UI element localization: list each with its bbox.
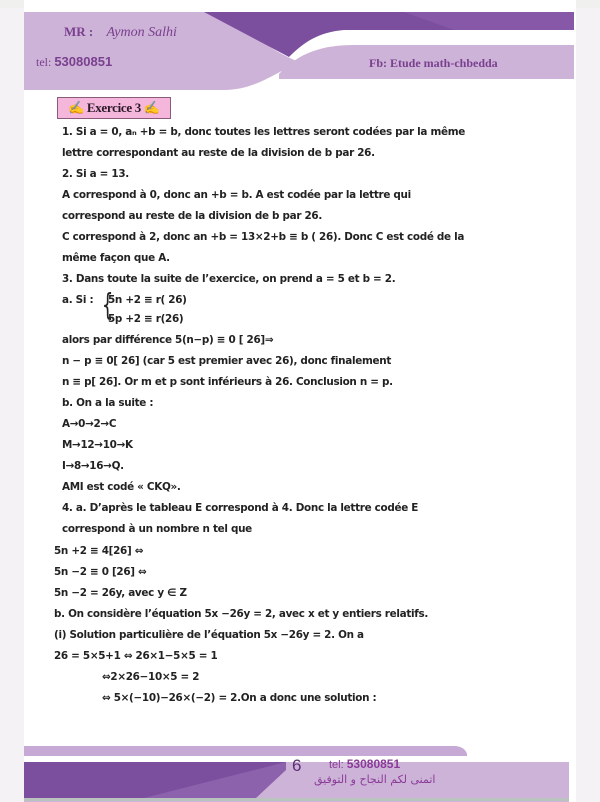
mr-label: MR :: [64, 24, 94, 39]
page-footer: [24, 740, 576, 802]
text-line: 5n +2 ≡ 4[26] ⇔: [54, 545, 144, 557]
tel-label: tel:: [36, 55, 52, 69]
tel-number: 53080851: [54, 54, 113, 69]
text-line: 3. Dans toute la suite de l’exercice, on prend a = 5 et b = 2.: [62, 273, 396, 285]
text-line: correspond au reste de la division de b par 26.: [62, 210, 323, 222]
text-line: n − p ≡ 0[ 26] (car 5 est premier avec 26), donc finalement: [62, 355, 392, 367]
equation-line: 5p +2 ≡ r(26): [108, 313, 184, 325]
text-line: 4. a. D’après le tableau E correspond à 4. Donc la lettre codée E: [62, 502, 419, 514]
text-line: A→0→2→C: [62, 418, 117, 430]
text-line: (i) Solution particulière de l’équation 5x −26y = 2. On a: [54, 629, 364, 641]
text-line: 1. Si a = 0, aₙ +b = b, donc toutes les lettres seront codées par la même: [62, 126, 465, 138]
text-line: ⇔2×26−10×5 = 2: [102, 671, 200, 683]
text-line: lettre correspondant au reste de la division de b par 26.: [62, 147, 375, 159]
text-line: A correspond à 0, donc an +b = b. A est codée par la lettre qui: [62, 189, 411, 201]
text-line: n ≡ p[ 26]. Or m et p sont inférieurs à 26. Conclusion n = p.: [62, 376, 393, 388]
system-brace: {: [101, 288, 114, 323]
equation-line: 5n +2 ≡ r( 26): [108, 294, 187, 306]
text-line: 2. Si a = 13.: [62, 168, 129, 180]
text-line: M→12→10→K: [62, 439, 133, 451]
exercise-title-wrap: [50, 97, 171, 119]
text-line: I→8→16→Q.: [62, 460, 124, 472]
text-line: b. On a la suite :: [62, 397, 154, 409]
page-number: 6: [292, 756, 302, 775]
footer-tel: [329, 757, 400, 771]
author-line: [64, 24, 177, 41]
exercise-title: ✍ Exercice 3 ✍: [57, 97, 171, 119]
author-name: Aymon Salhi: [106, 25, 177, 40]
header-tel: [36, 54, 112, 70]
text-line: ⇔ 5×(−10)−26×(−2) = 2.On a donc une solution :: [102, 692, 377, 704]
footer-tel-label: tel:: [329, 759, 344, 771]
text-line: a. Si :: [62, 294, 94, 306]
text-line: C correspond à 2, donc an +b = 13×2+b ≡ b ( 26). Donc C est codé de la: [62, 231, 465, 243]
text-line: 26 = 5×5+1 ⇔ 26×1−5×5 = 1: [54, 650, 218, 662]
text-line: correspond à un nombre n tel que: [62, 523, 252, 535]
text-line: alors par différence 5(n−p) ≡ 0 [ 26]⇒: [62, 334, 274, 346]
text-line: 5n −2 = 26y, avec y ∈ Z: [54, 587, 187, 599]
page-header: [24, 12, 574, 90]
text-line: AMI est codé « CKQ».: [62, 481, 181, 493]
text-line: b. On considère l’équation 5x −26y = 2, avec x et y entiers relatifs.: [54, 608, 428, 620]
footer-wish-text: اتمنى لكم النجاح و التوفيق: [314, 773, 436, 786]
facebook-text: Fb: Etude math-chbedda: [369, 56, 498, 70]
text-line: 5n −2 ≡ 0 [26] ⇔: [54, 566, 147, 578]
text-line: même façon que A.: [62, 252, 170, 264]
footer-tel-number: 53080851: [346, 757, 401, 771]
